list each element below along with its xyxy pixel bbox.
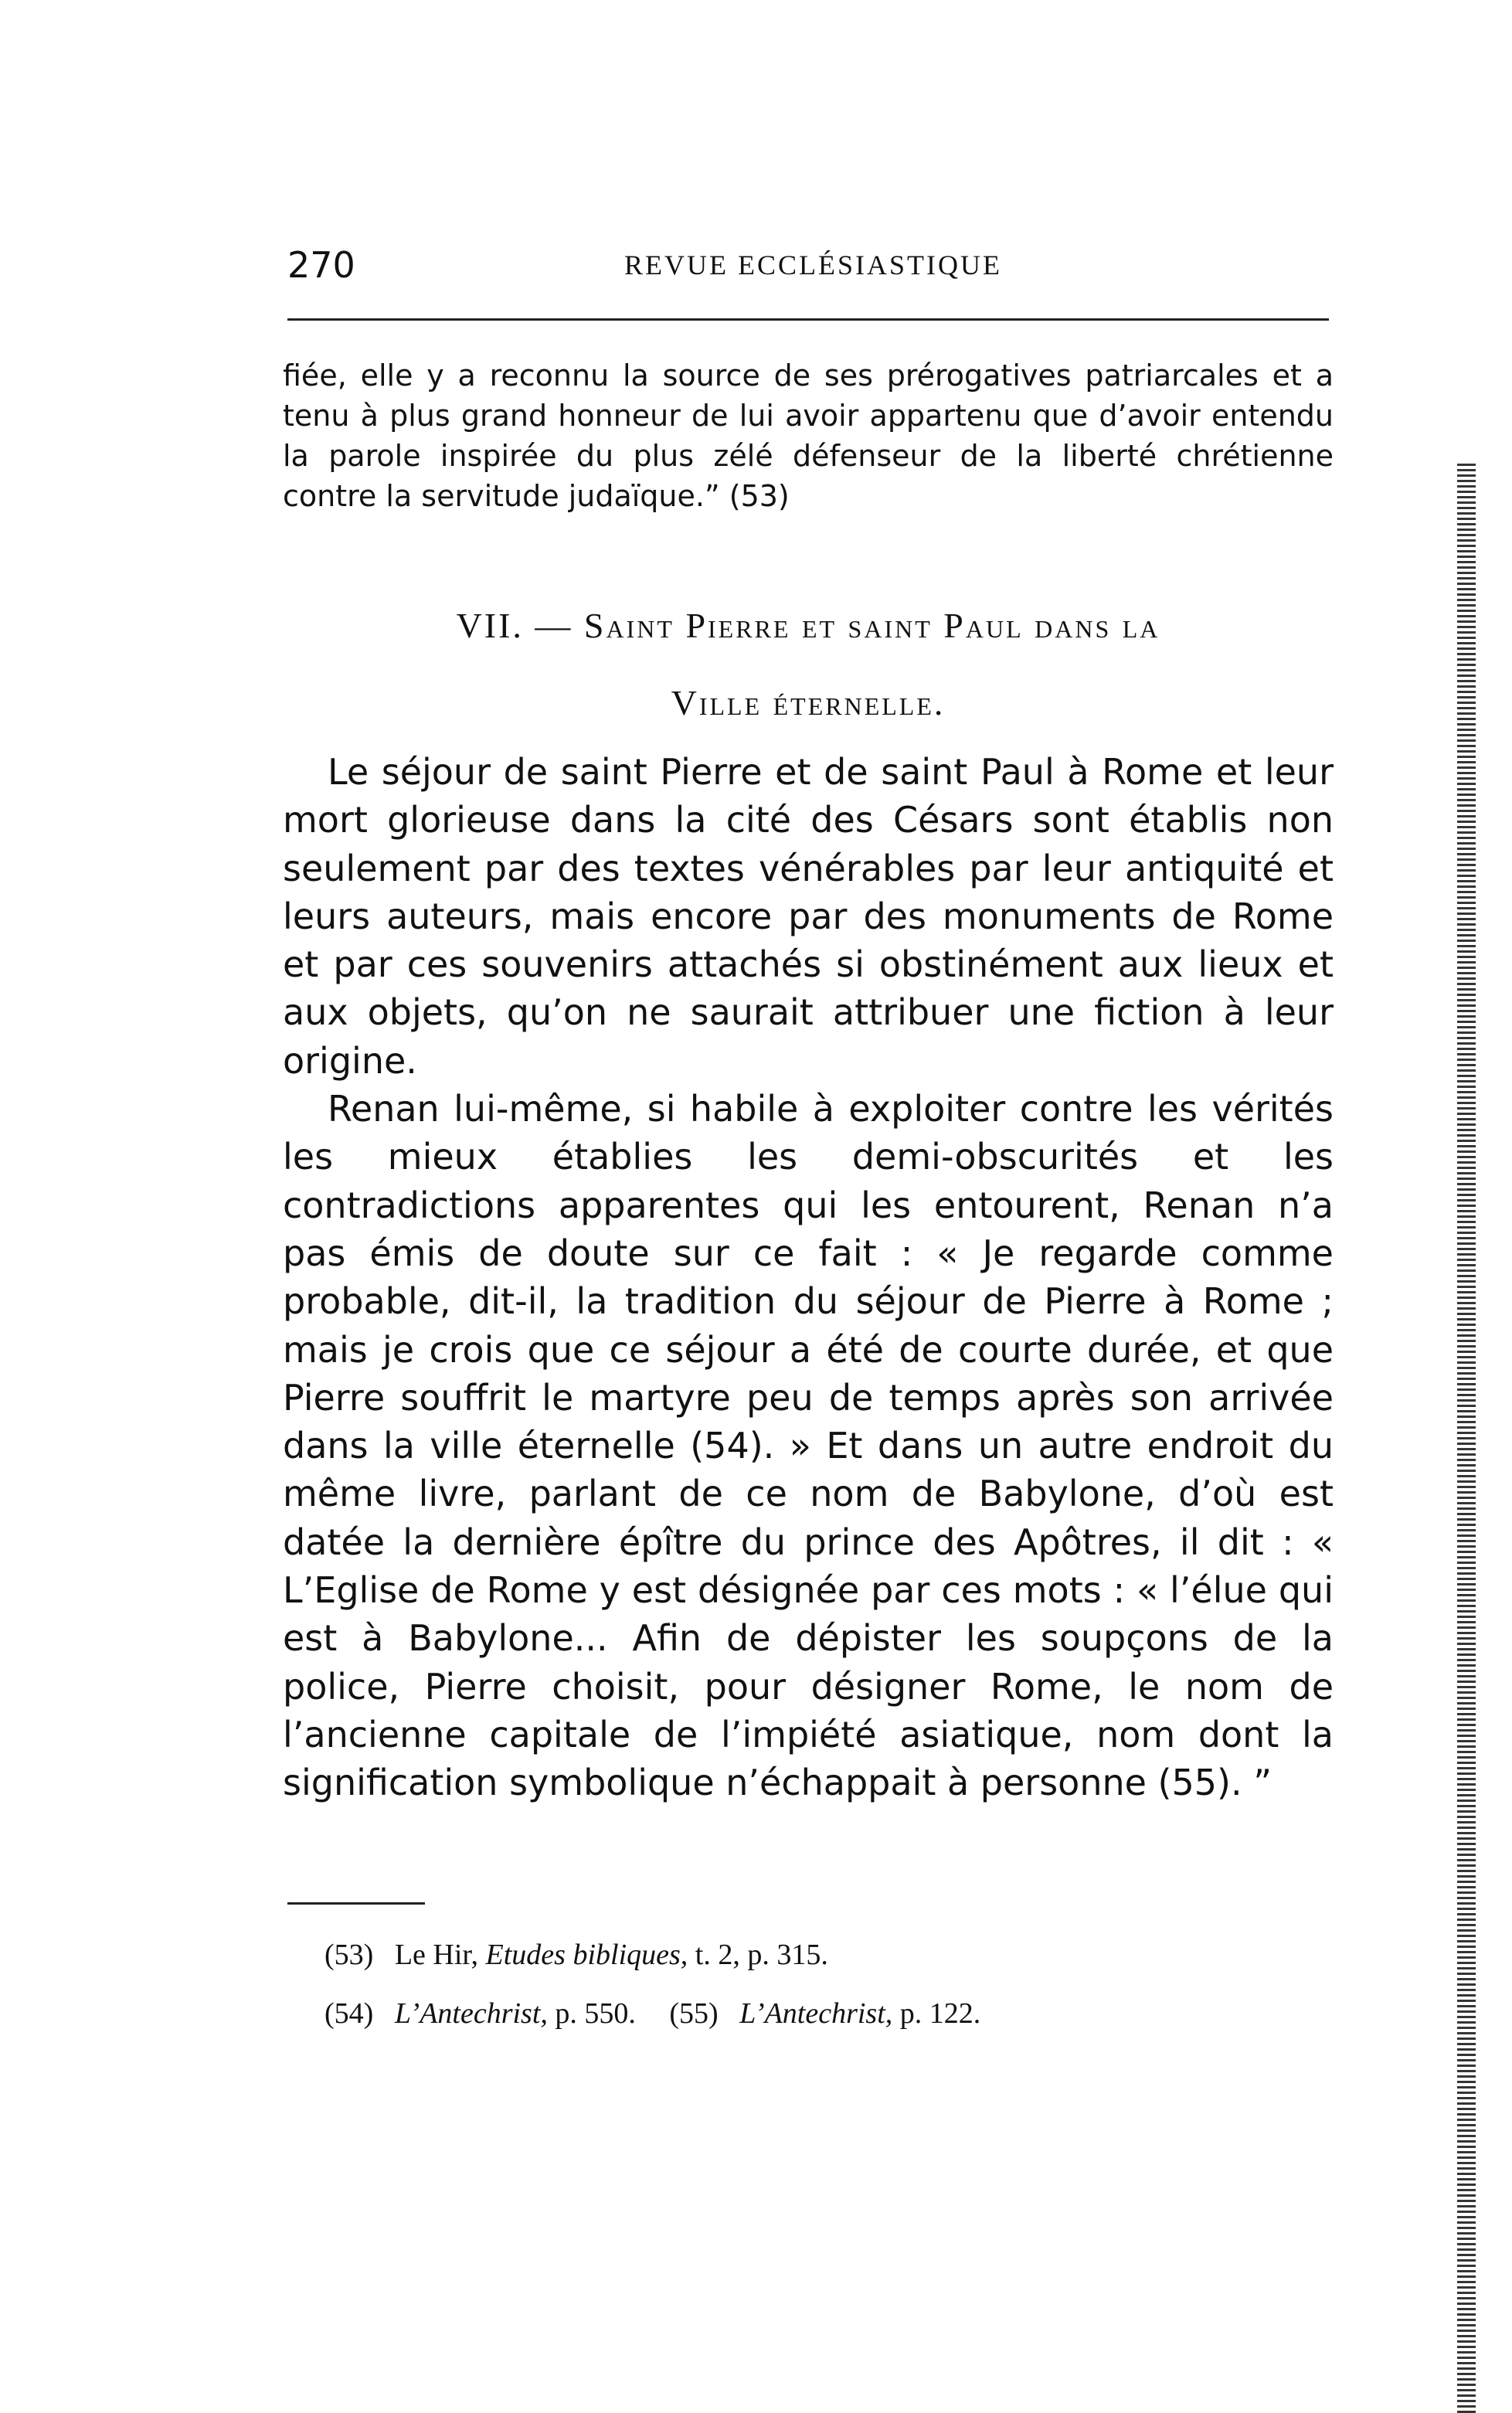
footnote-ref-54: (54) xyxy=(324,1997,374,2030)
footnote-ref-53: (53) xyxy=(324,1939,374,1971)
footnote-location-54: p. 550. xyxy=(555,1997,636,2030)
page-binding-edge xyxy=(1457,464,1476,2413)
body-paragraph-2: Renan lui-même, si habile à exploiter contre les vérités les mieux établies les demi-obscurités et les contradictions apparentes qui les entourent, Renan n’a pas émis de doute sur ce fait : « Je regarde comme probable, dit-il, la tradition du séjour de Pierre à Rome ; mais je crois que ce séjour a été de courte durée, et que Pierre souffrit le martyre peu de temps après son arrivée dans la ville éternelle (54). » Et dans un autre endroit du même livre, parlant de ce nom de Babylone, d’où est datée la dernière épître du prince des Apôtres, il dit : « L’Eglise de Rome y est désignée par ces mots : « l’élue qui est à Babylone... Afin de dépister les soupçons de la police, Pierre choisit, pour désigner Rome, le nom de l’ancienne capitale de l’impiété asiatique, nom dont la signification symbolique n’échappait à personne (55). ” xyxy=(283,1088,1334,1804)
page-number: 270 xyxy=(287,244,355,286)
footnote-location-55: p. 122. xyxy=(899,1997,981,2030)
footnote-rule xyxy=(287,1902,425,1905)
footnote-author-53: Le Hir, xyxy=(394,1939,479,1971)
footnote-53 xyxy=(324,1925,1329,1984)
footnote-title-55: L’Antechrist, xyxy=(739,1997,893,2030)
footnote-line-54-55 xyxy=(324,1984,1329,2043)
footnote-location-53: t. 2, p. 315. xyxy=(695,1939,828,1971)
footnote-ref-55: (55) xyxy=(669,1997,719,2030)
section-heading-line-2: Ville éternelle. xyxy=(671,683,946,722)
footnotes xyxy=(324,1925,1329,2043)
body-text xyxy=(283,748,1334,1807)
footnote-title-53: Etudes bibliques, xyxy=(485,1939,688,1971)
running-head xyxy=(287,238,1329,292)
carry-over-paragraph: fiée, elle y a reconnu la source de ses prérogatives patriarcales et a tenu à plus grand honneur de lui avoir appartenu que d’avoir entendu la parole inspirée du plus zélé défenseur de la liberté chrétienne contre la servitude judaïque.” (53) xyxy=(283,359,1334,513)
journal-title: REVUE ECCLÉSIASTIQUE xyxy=(624,250,1002,280)
section-heading xyxy=(287,587,1329,742)
header-rule xyxy=(287,318,1329,321)
section-heading-line-1: VII. — Saint Pierre et saint Paul dans la xyxy=(456,606,1160,645)
footnote-title-54: L’Antechrist, xyxy=(394,1997,548,2030)
body-paragraph-1: Le séjour de saint Pierre et de saint Paul à Rome et leur mort glorieuse dans la cité des Césars sont établis non seulement par des textes vénérables par leur antiquité et leurs auteurs, mais encore par des monuments de Rome et par ces souvenirs attachés si obstinément aux lieux et aux objets, qu’on ne saurait attribuer une fiction à leur origine. xyxy=(283,751,1334,1082)
